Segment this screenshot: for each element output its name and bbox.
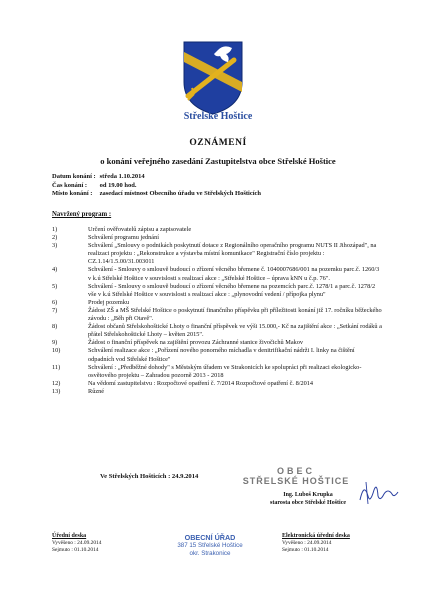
- place-label: Místo konání :: [52, 190, 93, 197]
- list-item: [52, 307, 382, 323]
- meeting-details: [52, 173, 261, 199]
- item-number: 9): [52, 339, 58, 347]
- removed-label: Sejmuto :: [52, 547, 73, 553]
- item-number: 12): [52, 379, 61, 387]
- office-stamp-line-3: okr. Strakonice: [189, 550, 231, 557]
- item-text: Žádost ZŠ a MŠ Střelské Hoštice o poskytnutí finančního příspěvku při příležitosti konání již 17. ročníku běžeckého závodu : „Běh při Otavě".: [88, 306, 382, 323]
- list-item: [52, 364, 382, 380]
- list-item: [52, 226, 382, 234]
- item-number: 11): [52, 363, 61, 371]
- list-item: [52, 299, 382, 307]
- posted-label: Vyvěšeno :: [282, 540, 306, 546]
- item-text: Prodej pozemku: [88, 298, 130, 306]
- item-number: 5): [52, 282, 58, 290]
- time-row: [52, 182, 261, 191]
- list-item: [52, 242, 382, 266]
- list-item: [52, 347, 382, 363]
- item-number: 1): [52, 226, 58, 233]
- posted-row: [52, 540, 101, 547]
- stamp-line-2: STŘELSKÉ HOŠTICE: [242, 476, 350, 486]
- item-text: Schválení realizace akce : „Pořízení nového ponorného míchadla v denitrifikační nádrži I. linky na čištění odpadních vod Střelské Hoštice": [88, 347, 355, 363]
- coat-of-arms-logo: [180, 38, 246, 116]
- list-item: [52, 234, 382, 242]
- item-text: Schválení - Smlouvy o smlouvě budoucí o zřízení věcného břemene č. 1040007686/001 na pozemku parc.č. 1260/3 v k.ú Střelské Hoštice v souvislosti s realizací akce : „Střelské Hoštice – úprava kNN u č.p. 76".: [88, 266, 380, 282]
- item-text: Žádost občanů Střelskohoštické Lhoty o finanční příspěvek ve výši 15.000,- Kč na zajištění akce : „Setkání rodáků a přátel Střelskohoštické Lhoty – květen 2015".: [88, 323, 382, 339]
- item-text: Žádost o finanční příspěvek na zajištění provozu Záchranné stanice živočichů Makov: [88, 339, 304, 347]
- official-board-heading: Úřední deska: [52, 533, 87, 539]
- removed-row: [282, 547, 350, 554]
- program-list: [52, 226, 382, 396]
- signer-name: Ing. Luboš Krupka: [283, 492, 333, 498]
- posted-label: Vyvěšeno :: [52, 540, 76, 546]
- item-number: 13): [52, 387, 61, 395]
- item-number: 10): [52, 347, 61, 355]
- municipality-stamp: [236, 466, 356, 486]
- date-label: Datum konání :: [52, 173, 96, 180]
- item-number: 3): [52, 242, 58, 250]
- list-item: [52, 380, 382, 388]
- item-text: Schválení „Smlouvy o podnikách poskytnutí dotace z Regionálního operačního programu NUTS II Jihozápad", na realizaci projektu : „Rekonstrukce a výstavba místní komunikace" Registrační číslo projektu : CZ.1.14/1.5.00/31.003011: [88, 242, 377, 266]
- document-title: OZNÁMENÍ: [189, 138, 247, 148]
- item-text: Schválení - Smlouvy o smlouvě budoucí o zřízení věcného břemene na pozemcích parc.č. 1278/1 a parc.č. 1278/2 vše v k.ú Střelské Hoštice v souvislosti s realizací akce : „plynovodní vedení / přípojka plynu": [88, 282, 376, 298]
- electronic-board-heading: Elektronická úřední deska: [282, 533, 350, 539]
- town-name: Střelské Hoštice: [183, 111, 253, 122]
- item-number: 2): [52, 234, 58, 242]
- handwritten-signature: [356, 478, 402, 508]
- removed-value: 01.10.2014: [74, 547, 99, 553]
- date-value: středa 1.10.2014: [99, 173, 145, 180]
- list-item: [52, 323, 382, 339]
- posted-row: [282, 540, 350, 547]
- item-text: Různé: [88, 387, 105, 395]
- stamp-line-1: OBEC: [276, 466, 315, 476]
- signer-role: starosta obce Střelské Hoštice: [270, 500, 347, 506]
- place-and-date: Ve Střelských Hošticích : 24.9.2014: [100, 473, 199, 480]
- list-item: [52, 388, 382, 396]
- list-item: [52, 266, 382, 282]
- electronic-board-record: [282, 533, 350, 554]
- office-stamp-line-2: 387 15 Střelské Hoštice: [177, 542, 243, 549]
- document-subtitle: o konání veřejného zasedání Zastupitelstva obce Střelské Hoštice: [100, 156, 336, 166]
- removed-label: Sejmuto :: [282, 547, 303, 553]
- item-text: Schválení : „Předběžné dohody" s Městským úřadem ve Strakonicích ke spolupráci při realizaci ekologicko-osvětového projektu – Zahradou pozorně 2013 - 2018: [88, 363, 362, 379]
- office-stamp-line-1: OBECNÍ ÚŘAD: [184, 533, 236, 542]
- place-value: zasedací místnost Obecního úřadu ve Střelských Hošticích: [99, 190, 262, 197]
- item-text: Určení ověřovatelů zápisu a zapisovatele: [88, 226, 192, 233]
- program-heading: Navržený program :: [52, 211, 112, 218]
- item-text: Schválení programu jednání: [88, 234, 159, 242]
- office-stamp: [160, 534, 260, 558]
- item-number: 7): [52, 306, 58, 314]
- time-value: od 19.00 hod.: [99, 181, 137, 189]
- official-board-record: [52, 533, 101, 554]
- removed-row: [52, 547, 101, 554]
- list-item: [52, 283, 382, 299]
- item-number: 4): [52, 266, 58, 274]
- list-item: [52, 339, 382, 347]
- date-row: [52, 173, 261, 182]
- item-text: Na vědomí zastupitelstvu : Rozpočtové opatření č. 7/2014 Rozpočtové opatření č. 8/2014: [88, 379, 314, 387]
- posted-value: 24.09.2014: [77, 540, 102, 546]
- signature-block: [270, 491, 346, 507]
- time-label: Čas konání :: [52, 181, 88, 189]
- place-row: [52, 190, 261, 199]
- item-number: 6): [52, 298, 58, 306]
- removed-value: 01.10.2014: [304, 547, 329, 553]
- posted-value: 24.09.2014: [307, 540, 332, 546]
- item-number: 8): [52, 323, 58, 331]
